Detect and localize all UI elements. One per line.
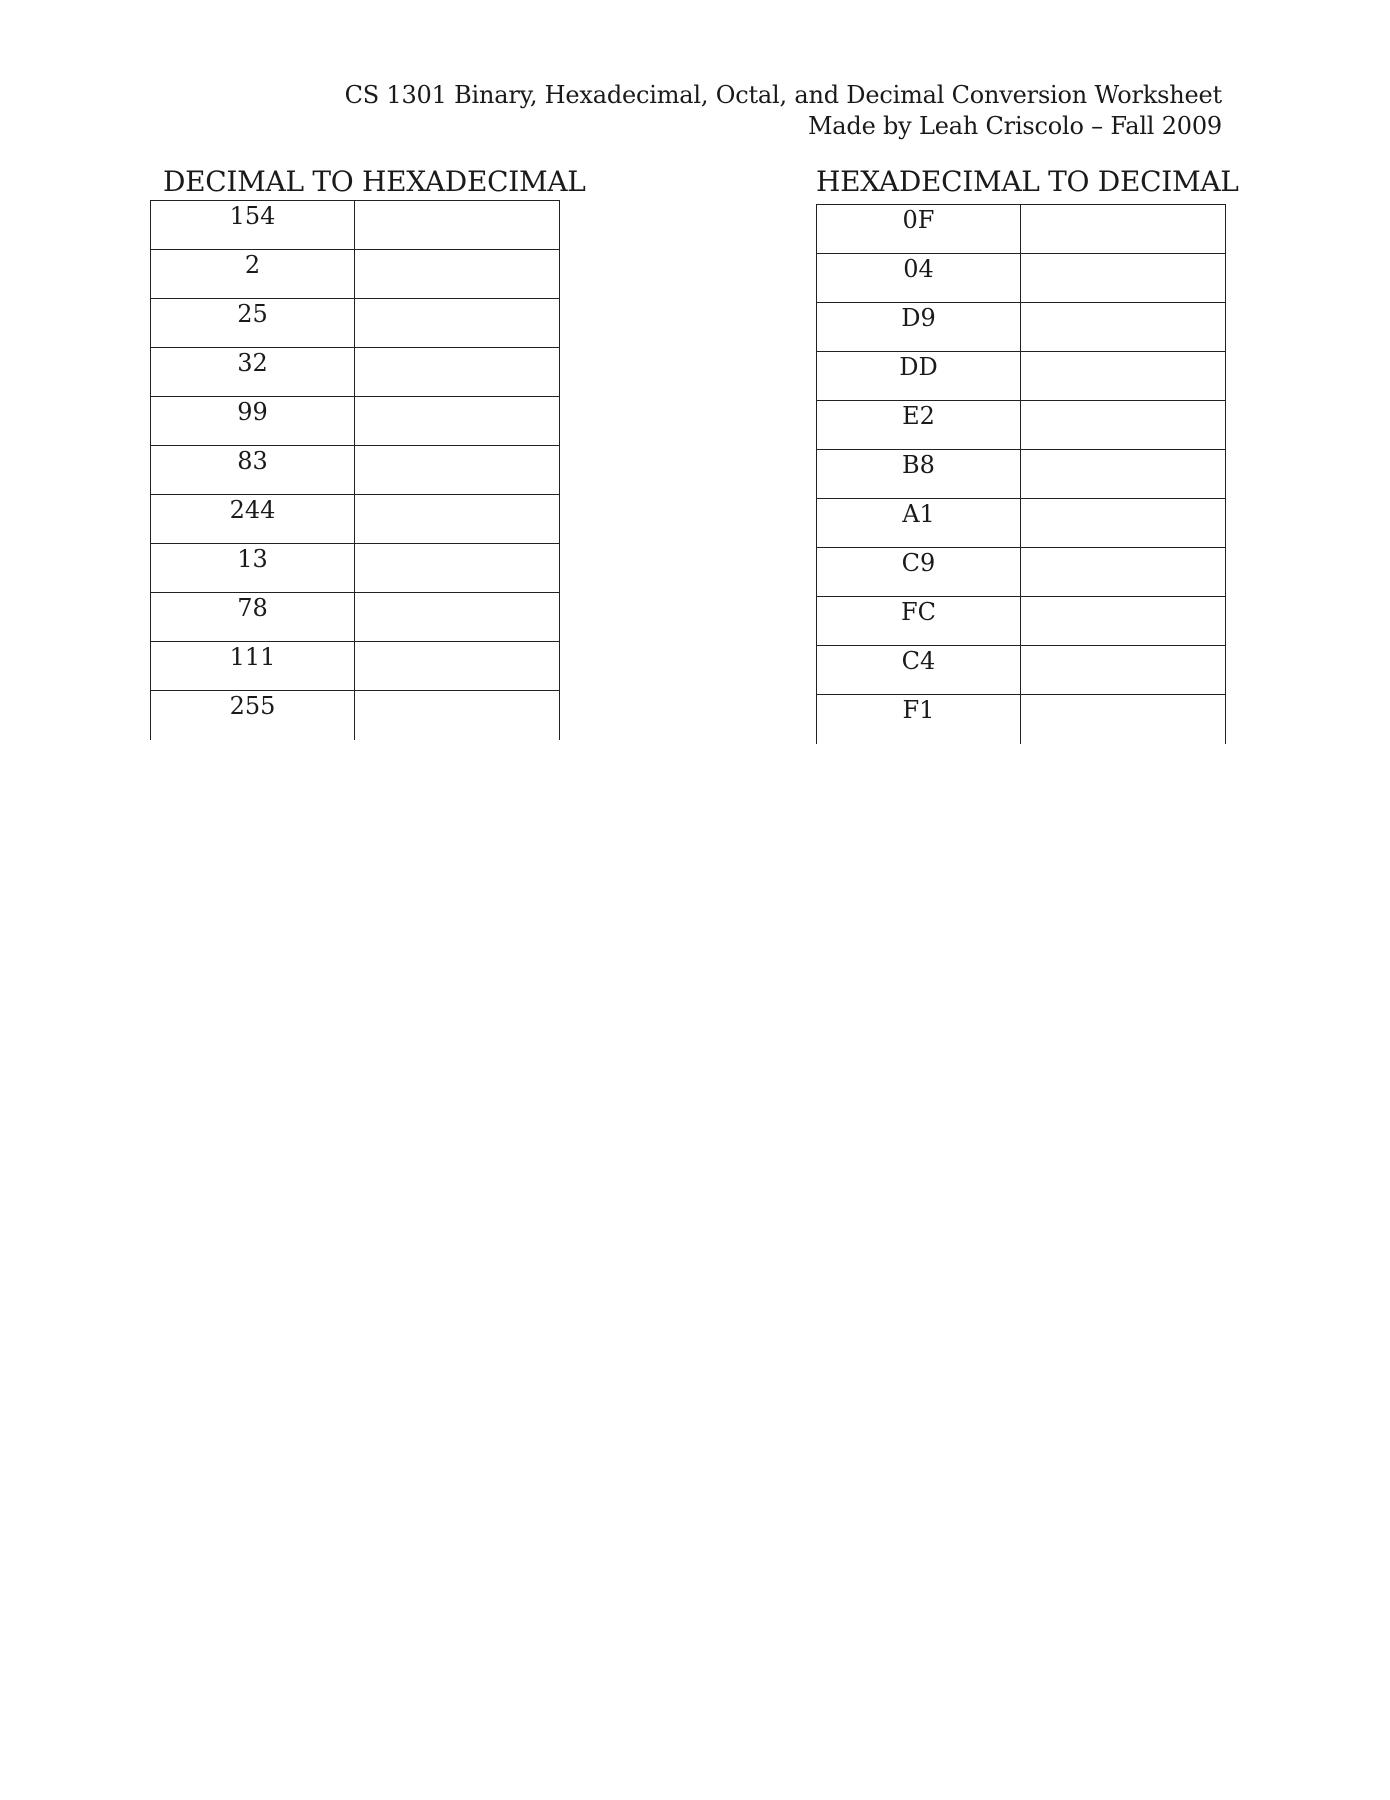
decimal-to-hex-section bbox=[150, 166, 586, 740]
given-value: F1 bbox=[817, 695, 1021, 744]
given-value: 78 bbox=[151, 593, 355, 642]
table-row bbox=[817, 695, 1226, 744]
worksheet-title: CS 1301 Binary, Hexadecimal, Octal, and Decimal Conversion Worksheet bbox=[344, 81, 1222, 109]
table-row bbox=[817, 597, 1226, 646]
table-row bbox=[151, 544, 560, 593]
table-row bbox=[817, 646, 1226, 695]
answer-cell[interactable] bbox=[355, 642, 560, 691]
table-row bbox=[817, 254, 1226, 303]
table-row bbox=[817, 303, 1226, 352]
answer-cell[interactable] bbox=[1021, 695, 1226, 744]
table-row bbox=[151, 495, 560, 544]
given-value: E2 bbox=[817, 401, 1021, 450]
given-value: 244 bbox=[151, 495, 355, 544]
conversion-table bbox=[816, 204, 1226, 744]
answer-cell[interactable] bbox=[1021, 254, 1226, 303]
table-row bbox=[817, 352, 1226, 401]
given-value: 83 bbox=[151, 446, 355, 495]
table-row bbox=[151, 593, 560, 642]
answer-cell[interactable] bbox=[1021, 548, 1226, 597]
answer-cell[interactable] bbox=[1021, 499, 1226, 548]
answer-cell[interactable] bbox=[1021, 646, 1226, 695]
given-value: 99 bbox=[151, 397, 355, 446]
answer-cell[interactable] bbox=[355, 250, 560, 299]
given-value: FC bbox=[817, 597, 1021, 646]
table-row bbox=[151, 642, 560, 691]
conversion-table bbox=[150, 200, 560, 740]
given-value: 32 bbox=[151, 348, 355, 397]
given-value: C9 bbox=[817, 548, 1021, 597]
given-value: 13 bbox=[151, 544, 355, 593]
answer-cell[interactable] bbox=[1021, 450, 1226, 499]
given-value: 154 bbox=[151, 201, 355, 250]
table-row bbox=[151, 348, 560, 397]
table-row bbox=[151, 691, 560, 740]
worksheet-author: Made by Leah Criscolo – Fall 2009 bbox=[807, 112, 1222, 140]
given-value: 25 bbox=[151, 299, 355, 348]
given-value: 2 bbox=[151, 250, 355, 299]
table-row bbox=[151, 201, 560, 250]
answer-cell[interactable] bbox=[1021, 401, 1226, 450]
section-title: HEXADECIMAL TO DECIMAL bbox=[816, 165, 1239, 198]
table-row bbox=[817, 401, 1226, 450]
given-value: 111 bbox=[151, 642, 355, 691]
answer-cell[interactable] bbox=[355, 201, 560, 250]
given-value: 255 bbox=[151, 691, 355, 740]
answer-cell[interactable] bbox=[1021, 205, 1226, 254]
given-value: 0F bbox=[817, 205, 1021, 254]
answer-cell[interactable] bbox=[355, 495, 560, 544]
section-title: DECIMAL TO HEXADECIMAL bbox=[163, 165, 586, 198]
table-row bbox=[817, 548, 1226, 597]
answer-cell[interactable] bbox=[355, 446, 560, 495]
answer-cell[interactable] bbox=[355, 348, 560, 397]
table-row bbox=[151, 299, 560, 348]
table-row bbox=[817, 205, 1226, 254]
answer-cell[interactable] bbox=[355, 593, 560, 642]
answer-cell[interactable] bbox=[355, 299, 560, 348]
given-value: D9 bbox=[817, 303, 1021, 352]
given-value: B8 bbox=[817, 450, 1021, 499]
given-value: 04 bbox=[817, 254, 1021, 303]
hex-to-decimal-section bbox=[816, 166, 1239, 744]
table-row bbox=[151, 446, 560, 495]
table-row bbox=[817, 499, 1226, 548]
given-value: A1 bbox=[817, 499, 1021, 548]
answer-cell[interactable] bbox=[1021, 597, 1226, 646]
table-row bbox=[151, 250, 560, 299]
answer-cell[interactable] bbox=[355, 397, 560, 446]
table-row bbox=[151, 397, 560, 446]
given-value: DD bbox=[817, 352, 1021, 401]
table-row bbox=[817, 450, 1226, 499]
worksheet-header bbox=[345, 80, 1222, 142]
answer-cell[interactable] bbox=[1021, 352, 1226, 401]
answer-cell[interactable] bbox=[1021, 303, 1226, 352]
answer-cell[interactable] bbox=[355, 544, 560, 593]
given-value: C4 bbox=[817, 646, 1021, 695]
answer-cell[interactable] bbox=[355, 691, 560, 740]
